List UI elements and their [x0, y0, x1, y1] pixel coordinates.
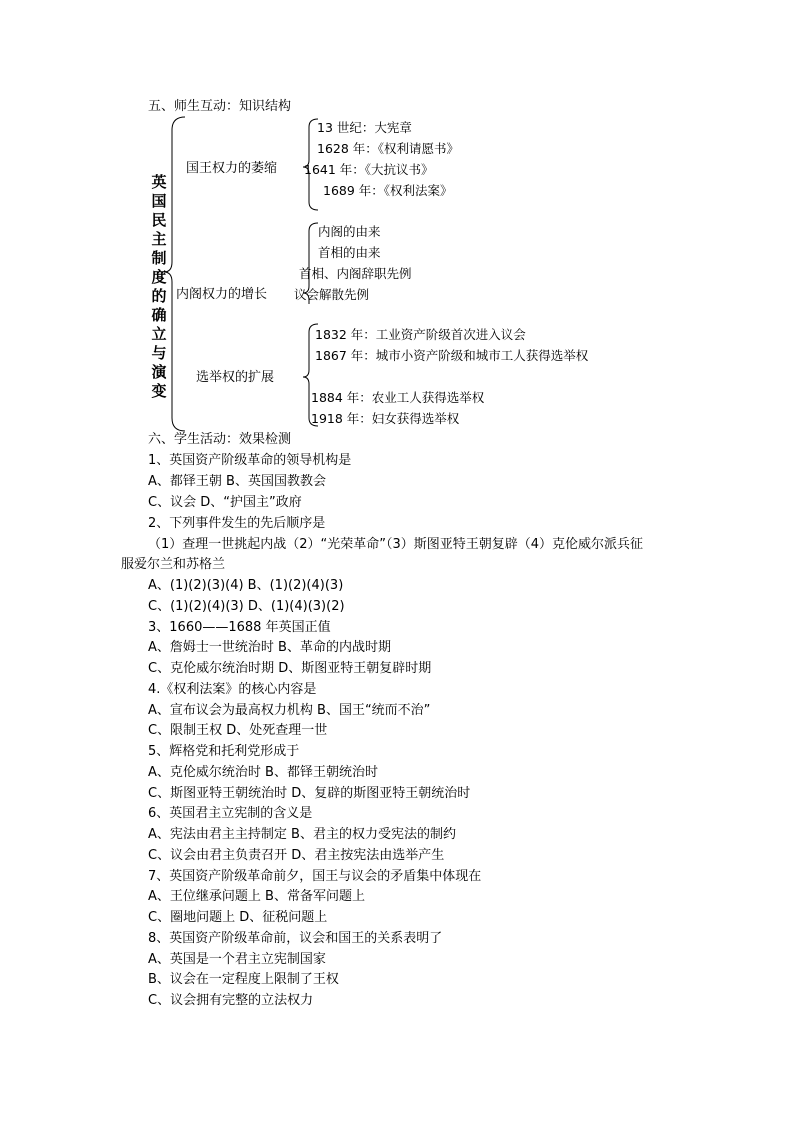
vertical-title-char: 与 [151, 344, 167, 362]
option-line: A、詹姆士一世统治时 B、革命的内战时期 [148, 640, 391, 655]
option-line: A、克伦威尔统治时 B、都铎王朝统治时 [148, 765, 378, 780]
question-line: 8、英国资产阶级革命前，议会和国王的关系表明了 [148, 931, 443, 946]
branch-item: 议会解散先例 [294, 287, 370, 302]
branch-item: 1867 年：城市小资产阶级和城市工人获得选举权 [315, 348, 589, 363]
question-line: （1）查理一世挑起内战（2）“光荣革命”（3）斯图亚特王朝复辟（4）克伦威尔派兵征 [148, 537, 644, 552]
option-line: C、议会由君主负责召开 D、君主按宪法由选举产生 [148, 848, 445, 863]
branch-label-cabinet-power: 内阁权力的增长 [176, 287, 268, 302]
question-line: 4.《权利法案》的核心内容是 [148, 682, 317, 697]
question-line: 6、英国君主立宪制的含义是 [148, 806, 313, 821]
question-line: 1、英国资产阶级革命的领导机构是 [148, 453, 352, 468]
branch-item: 内阁的由来 [318, 224, 381, 239]
vertical-title-char: 变 [151, 382, 167, 400]
question-line: 服爱尔兰和苏格兰 [121, 557, 226, 572]
vertical-title-char: 确 [151, 306, 167, 324]
vertical-title-char: 民 [151, 211, 167, 229]
option-line: A、都铎王朝 B、英国国教教会 [148, 474, 326, 489]
branch-label-suffrage: 选举权的扩展 [196, 370, 275, 385]
section-5-heading: 五、师生互动：知识结构 [148, 99, 292, 114]
vertical-title-char: 演 [151, 363, 167, 381]
option-line: A、王位继承问题上 B、常备军问题上 [148, 889, 365, 904]
vertical-title-char: 制 [151, 249, 167, 267]
question-line: 3、1660——1688 年英国正值 [148, 620, 331, 635]
vertical-title-char: 立 [151, 325, 167, 343]
vertical-title-char: 度 [151, 268, 167, 286]
option-line: C、斯图亚特王朝统治时 D、复辟的斯图亚特王朝统治时 [148, 786, 471, 801]
branch-item: 1884 年：农业工人获得选举权 [311, 390, 485, 405]
option-line: A、(1)(2)(3)(4) B、(1)(2)(4)(3) [148, 578, 344, 593]
option-line: A、英国是一个君主立宪制国家 [148, 952, 326, 967]
option-line: C、限制王权 D、处死查理一世 [148, 723, 328, 738]
branch-item: 首相、内阁辞职先例 [299, 266, 412, 281]
option-line: A、宪法由君主主持制定 B、君主的权力受宪法的制约 [148, 827, 456, 842]
vertical-title-char: 英 [151, 173, 167, 191]
question-line: 7、英国资产阶级革命前夕，国王与议会的矛盾集中体现在 [148, 869, 482, 884]
vertical-title-char: 主 [151, 230, 167, 248]
vertical-title-char: 国 [151, 192, 167, 210]
option-line: C、议会 D、“护国主”政府 [148, 495, 302, 510]
branch-item: 13 世纪：大宪章 [317, 120, 412, 135]
option-line: C、议会拥有完整的立法权力 [148, 993, 314, 1008]
option-line: C、(1)(2)(4)(3) D、(1)(4)(3)(2) [148, 599, 345, 614]
vertical-title-char: 的 [151, 287, 167, 305]
main-brace [164, 117, 185, 431]
branch-item: 首相的由来 [318, 245, 381, 260]
branch-item: 1689 年：《权利法案》 [323, 183, 453, 198]
option-line: C、克伦威尔统治时期 D、斯图亚特王朝复辟时期 [148, 661, 432, 676]
branch-item: 1628 年：《权利请愿书》 [317, 141, 460, 156]
question-line: 2、下列事件发生的先后顺序是 [148, 516, 326, 531]
branch-item: 1918 年：妇女获得选举权 [311, 411, 460, 426]
option-line: C、圈地问题上 D、征税问题上 [148, 910, 328, 925]
branch-item: 1832 年：工业资产阶级首次进入议会 [315, 327, 526, 342]
option-line: A、宣布议会为最高权力机构 B、国王“统而不治” [148, 703, 431, 718]
branch-item: 1641 年：《大抗议书》 [304, 162, 434, 177]
option-line: B、议会在一定程度上限制了王权 [148, 972, 339, 987]
section-6-heading: 六、学生活动：效果检测 [148, 432, 292, 447]
branch-label-king-power: 国王权力的萎缩 [186, 161, 278, 176]
question-line: 5、辉格党和托利党形成于 [148, 744, 300, 759]
